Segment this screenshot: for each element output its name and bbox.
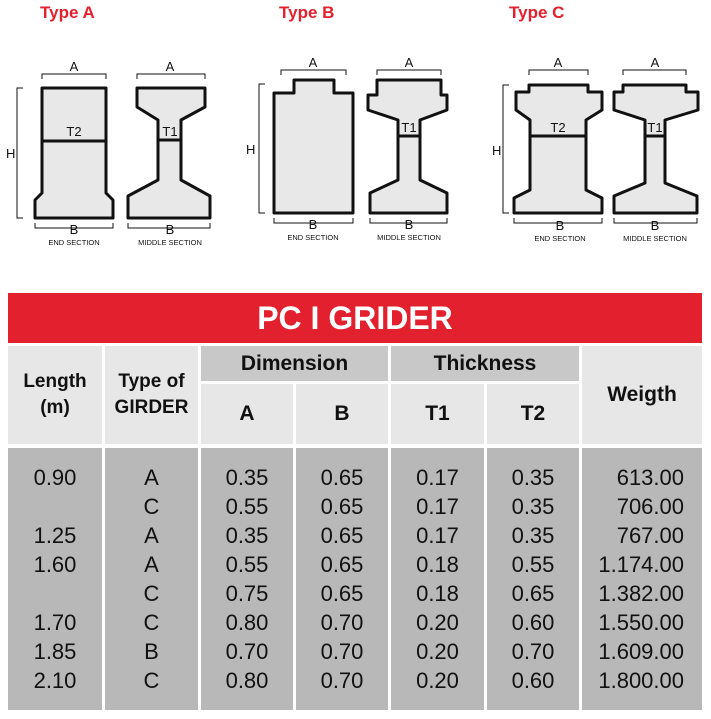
header-length: Length (m) (8, 346, 102, 444)
cell-t1: 0.17 (416, 522, 459, 548)
cell-length: 2.10 (33, 667, 77, 693)
middle-section-caption: MIDDLE SECTION (623, 234, 687, 243)
cell-b: 0.65 (320, 551, 364, 577)
header-type: Type of GIRDER (105, 346, 198, 444)
type-b-label: Type B (279, 3, 335, 22)
middle-section-caption: MIDDLE SECTION (138, 238, 202, 247)
type-a-label: Type A (40, 3, 95, 22)
middle-section-caption: MIDDLE SECTION (377, 233, 441, 242)
cell-a: 0.35 (225, 522, 269, 548)
dim-a-label: A (69, 59, 79, 74)
cell-type: C (143, 609, 160, 635)
cell-t2: 0.60 (511, 667, 555, 693)
cell-length: 1.70 (33, 609, 77, 635)
cell-type: C (143, 667, 160, 693)
cell-weight: 767.00 (616, 522, 684, 548)
cell-length: 1.85 (33, 638, 77, 664)
cell-t2: 0.35 (511, 493, 555, 519)
type-b-end-section (246, 55, 353, 242)
cell-weight: 1.174.00 (598, 551, 684, 577)
end-section-caption: END SECTION (534, 234, 586, 243)
type-a-middle-section (128, 59, 210, 247)
dim-b-label: B (650, 218, 660, 233)
dim-a-label: A (553, 55, 563, 70)
cell-t2: 0.35 (511, 522, 555, 548)
cell-t1: 0.18 (416, 551, 459, 577)
dim-a-label: A (165, 59, 175, 74)
dim-h-label: H (246, 142, 256, 157)
cell-type: A (144, 551, 159, 577)
dim-b-label: B (404, 217, 414, 232)
dim-b-label: B (165, 222, 175, 237)
cell-b: 0.70 (320, 609, 364, 635)
cell-t1: 0.18 (416, 580, 459, 606)
type-a-end-section (6, 59, 113, 247)
cell-t2: 0.35 (511, 464, 555, 490)
cell-type: A (144, 522, 159, 548)
cell-weight: 1.550.00 (598, 609, 684, 635)
dim-h-label: H (6, 146, 16, 161)
cell-b: 0.65 (320, 464, 364, 490)
cell-length (8, 579, 102, 608)
cell-b: 0.65 (320, 522, 364, 548)
dim-a-label: A (404, 55, 414, 70)
cell-length: 1.60 (33, 551, 77, 577)
dim-t2-label: T2 (550, 120, 566, 135)
cell-t2: 0.65 (511, 580, 555, 606)
dim-b-label: B (69, 222, 79, 237)
cell-t2: 0.60 (511, 609, 555, 635)
type-c-middle-section (614, 55, 698, 243)
table-title: PC I GRIDER (8, 293, 702, 343)
cell-a: 0.80 (225, 667, 269, 693)
dim-t1-label: T1 (647, 120, 663, 135)
header-t2: T2 (487, 384, 579, 444)
end-section-caption: END SECTION (48, 238, 100, 247)
dim-t1-label: T1 (162, 124, 178, 139)
cell-weight: 613.00 (616, 464, 684, 490)
cell-b: 0.70 (320, 667, 364, 693)
cell-type: C (143, 580, 160, 606)
cell-t1: 0.20 (416, 609, 459, 635)
cell-b: 0.65 (320, 493, 364, 519)
cell-weight: 1.609.00 (598, 638, 684, 664)
cell-t2: 0.70 (511, 638, 555, 664)
cell-a: 0.70 (225, 638, 269, 664)
cell-a: 0.80 (225, 609, 269, 635)
header-b: B (296, 384, 388, 444)
dim-h-label: H (492, 143, 502, 158)
cell-b: 0.70 (320, 638, 364, 664)
end-section-caption: END SECTION (287, 233, 339, 242)
cell-a: 0.55 (225, 493, 269, 519)
header-t1: T1 (391, 384, 484, 444)
cell-t1: 0.17 (416, 464, 459, 490)
cell-b: 0.65 (320, 580, 364, 606)
dim-b-label: B (555, 218, 565, 233)
header-dimension: Dimension (201, 346, 388, 381)
dim-b-label: B (308, 217, 318, 232)
cell-weight: 706.00 (616, 493, 684, 519)
cell-type: C (143, 493, 160, 519)
cell-type: B (144, 638, 159, 664)
header-weight: Weigth (582, 346, 702, 444)
cell-t1: 0.20 (416, 638, 459, 664)
type-c-label: Type C (509, 3, 565, 22)
header-thickness: Thickness (391, 346, 579, 381)
type-b-middle-section (368, 55, 447, 242)
dim-t1-label: T1 (401, 120, 417, 135)
cell-a: 0.35 (225, 464, 269, 490)
cell-length: 1.25 (33, 522, 77, 548)
cell-t1: 0.17 (416, 493, 459, 519)
cell-type: A (144, 464, 159, 490)
dim-t2-label: T2 (66, 124, 82, 139)
header-a: A (201, 384, 293, 444)
cell-t1: 0.20 (416, 667, 459, 693)
cell-a: 0.75 (225, 580, 269, 606)
cell-weight: 1.382.00 (598, 580, 684, 606)
cell-length: 0.90 (33, 464, 77, 490)
cell-length (8, 492, 102, 521)
girder-section-diagrams (0, 0, 711, 260)
dim-a-label: A (650, 55, 660, 70)
type-c-end-section (492, 55, 602, 243)
cell-weight: 1.800.00 (598, 667, 684, 693)
cell-t2: 0.55 (511, 551, 555, 577)
dim-a-label: A (308, 55, 318, 70)
cell-a: 0.55 (225, 551, 269, 577)
